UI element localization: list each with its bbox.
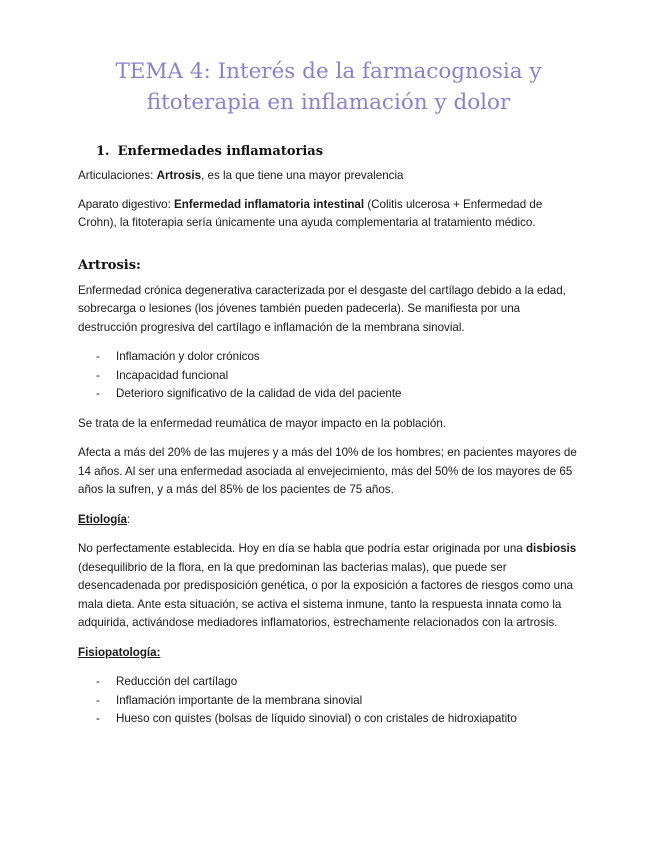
articulaciones-suffix: , es la que tiene una mayor prevalencia	[201, 169, 404, 182]
etiologia-label-text: Etiología	[78, 512, 127, 526]
dash-bullet: -	[96, 712, 100, 725]
digestivo-suffix: (Colitis ulcerosa + Enfermedad de Crohn), la fitoterapia sería únicamente una ayuda complementaria al tratamiento médico.	[78, 197, 543, 229]
list-item-text: Deterioro significativo de la calidad de vida del paciente	[116, 387, 402, 400]
list-item	[78, 692, 579, 711]
etiologia-label	[78, 511, 579, 530]
articulaciones-bold: Artrosis	[156, 169, 202, 182]
artrosis-definition: Enfermedad crónica degenerativa caracterizada por el desgaste del cartílago debido a la edad, sobrecarga o lesiones (los jóvenes también pueden padecerla). Se manifiesta por una destrucción progresiva del cartílago e inflamación de la membrana sinovial.	[78, 283, 566, 334]
list-item	[78, 673, 579, 692]
fisiopatologia-list	[78, 673, 579, 729]
list-item-text: Inflamación y dolor crónicos	[116, 350, 260, 363]
dash-bullet: -	[96, 387, 100, 400]
digestivo-prefix: Aparato digestivo:	[78, 197, 175, 211]
etiologia-prefix: No perfectamente establecida. Hoy en día se habla que podría estar originada por una	[78, 542, 526, 555]
digestivo-bold: Enfermedad inflamatoria intestinal	[174, 197, 365, 211]
list-item	[78, 385, 579, 404]
list-item	[78, 710, 579, 729]
section-heading-text: Enfermedades inflamatorias	[117, 144, 324, 159]
list-item	[78, 348, 579, 367]
prevalence-paragraph: Afecta a más del 20% de las mujeres y a más del 10% de los hombres; en pacientes mayores de 14 años. Al ser una enfermedad asociada al envejecimiento, más del 50% de los mayores de 65 años la sufren, y a más del 85% de los pacientes de 75 años.	[78, 446, 577, 496]
articulaciones-paragraph	[78, 167, 579, 186]
etiologia-suffix: (desequilibrio de la flora, en la que predominan las bacterias malas), que puede ser desencadenada por predisposición genética, o por la exposición a factores de riesgos como una mala dieta. Ante esta situación, se activa el sistema inmune, tanto la respuesta innata como la adquirida, activándose mediadores inflamatorios, estrechamente relacionados con la artrosis.	[78, 560, 573, 629]
list-item-text: Hueso con quistes (bolsas de líquido sinovial) o con cristales de hidroxiapatito	[116, 712, 517, 725]
dash-bullet: -	[96, 350, 100, 363]
etiologia-colon: :	[126, 512, 131, 526]
section-1-heading	[96, 144, 579, 159]
impact-paragraph: Se trata de la enfermedad reumática de mayor impacto en la población.	[78, 416, 446, 430]
etiologia-paragraph	[78, 540, 579, 633]
list-item-text: Inflamación importante de la membrana sinovial	[116, 693, 363, 707]
symptoms-list	[78, 348, 579, 404]
dash-bullet: -	[96, 675, 100, 688]
document-title	[78, 56, 579, 118]
fisiopatologia-label-text: Fisiopatología:	[78, 645, 161, 659]
section-number: 1.	[96, 144, 110, 159]
artrosis-heading: Artrosis:	[78, 257, 141, 273]
title-line-2: fitoterapia en inflamación y dolor	[146, 90, 511, 115]
articulaciones-prefix: Articulaciones:	[78, 169, 157, 182]
digestivo-paragraph	[78, 196, 579, 233]
fisiopatologia-label	[78, 644, 579, 663]
title-line-1: TEMA 4: Interés de la farmacognosia y	[115, 59, 542, 84]
list-item	[78, 367, 579, 386]
list-item-text: Incapacidad funcional	[116, 368, 229, 382]
etiologia-bold: disbiosis	[525, 542, 577, 555]
list-item-text: Reducción del cartílago	[116, 675, 238, 688]
dash-bullet: -	[96, 693, 100, 707]
dash-bullet: -	[96, 368, 100, 382]
